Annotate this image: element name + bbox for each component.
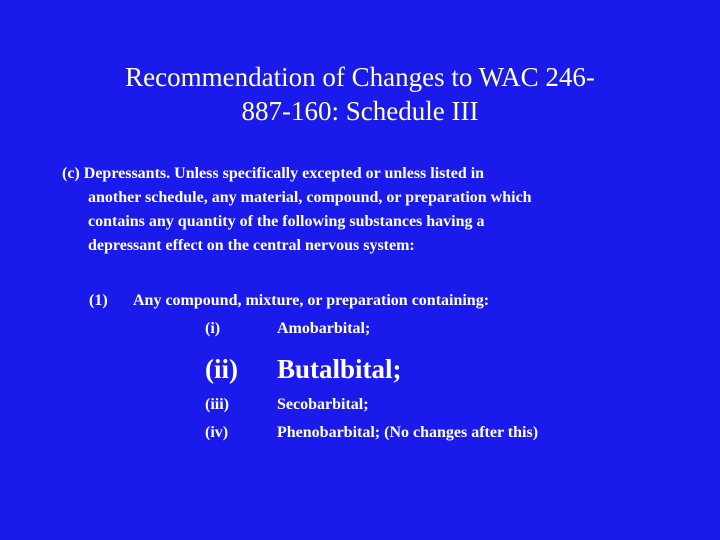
slide-title [60,60,660,128]
paragraph-line: depressant effect on the central nervous system: [88,237,415,254]
substance-name: Phenobarbital; (No changes after this) [277,424,539,441]
substance-name: Butalbital; [277,354,402,384]
title-line-2: 887-160: Schedule III [241,96,479,126]
paragraph-line: (c) Depressants. Unless specifically excepted or unless listed in [62,165,485,182]
substance-number: (iv) [205,424,229,441]
item-text: Any compound, mixture, or preparation containing: [133,292,490,309]
substance-number: (ii) [205,354,238,384]
paragraph-line: contains any quantity of the following substances having a [88,213,485,230]
substance-number: (iii) [205,396,229,413]
substance-number: (i) [205,320,221,337]
item-number: (1) [89,292,108,309]
depressants-paragraph [62,162,662,258]
substance-name: Secobarbital; [277,396,369,413]
paragraph-line: another schedule, any material, compound, or preparation which [88,189,532,206]
substance-name: Amobarbital; [277,320,371,337]
title-line-1: Recommendation of Changes to WAC 246- [125,62,595,92]
